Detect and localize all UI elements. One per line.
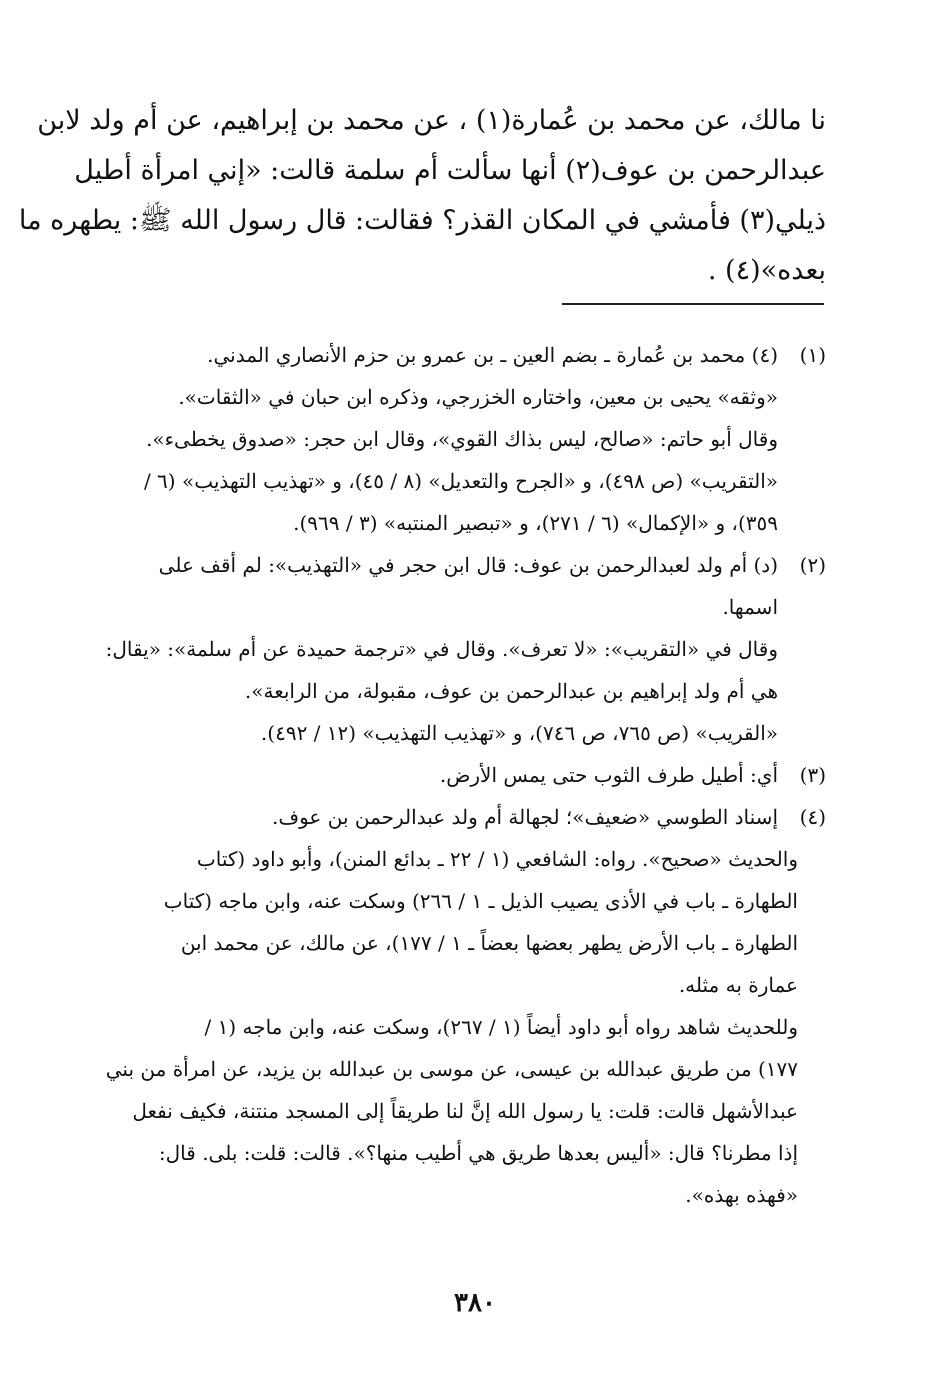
footnote-text: هي أم ولد إبراهيم بن عبدالرحمن بن عوف، مقبولة، من الرابعة». — [244, 679, 778, 703]
footnote-text: ١٧٧) من طريق عبدالله بن عيسى، عن موسى بن عبدالله بن يزيد، عن امرأة من بني — [105, 1057, 798, 1081]
footnote-number: (٤) — [799, 805, 826, 829]
footnote-text: وقال في «التقريب»: «لا تعرف». وقال في «ترجمة حميدة عن أم سلمة»: «يقال: — [105, 637, 778, 661]
footnote-text: (د) أم ولد لعبدالرحمن بن عوف: قال ابن حجر في «التهذيب»: لم أقف على — [158, 553, 778, 577]
footnote-text: «فهذه بهذه». — [685, 1183, 798, 1207]
footnote-text: الطهارة ـ باب في الأذى يصيب الذيل ـ ١ / ٢٦٦) وسكت عنه، وابن ماجه (كتاب — [163, 889, 798, 913]
footnote-text: «التقريب» (ص ٤٩٨)، و «الجرح والتعديل» (٨ / ٤٥)، و «تهذيب التهذيب» (٦ / — [143, 469, 778, 493]
footnote-text: إسناد الطوسي «ضعيف»؛ لجهالة أم ولد عبدالرحمن بن عوف. — [272, 805, 778, 829]
footnote-text: الطهارة ـ باب الأرض يطهر بعضها بعضاً ـ ١ / ١٧٧)، عن مالك، عن محمد ابن — [180, 931, 798, 955]
footnote-text: وقال أبو حاتم: «صالح، ليس بذاك القوي»، وقال ابن حجر: «صدوق يخطىء». — [146, 427, 778, 451]
footnote-text: «وثقه» يحيى بن معين، واختاره الخزرجي، وذكره ابن حبان في «الثقات». — [178, 385, 778, 409]
footnote-text: (٤) محمد بن عُمارة ـ بضم العين ـ بن عمرو بن حزم الأنصاري المدني. — [207, 343, 778, 367]
main-text — [18, 96, 826, 296]
footnote-3 — [104, 754, 826, 796]
footnote-text: إذا مطرنا؟ قال: «أليس بعدها طريق هي أطيب منها؟». قالت: قلت: بلى. قال: — [158, 1141, 798, 1165]
footnote-number: (١) — [799, 343, 826, 367]
footnote-2 — [104, 544, 826, 586]
footnote-text: عمارة به مثله. — [678, 973, 798, 997]
footnote-text: أي: أطيل طرف الثوب حتى يمس الأرض. — [439, 763, 778, 787]
footnote-number: (٣) — [799, 763, 826, 787]
footnote-1 — [104, 334, 826, 376]
footnote-text: وللحديث شاهد رواه أبو داود أيضاً (١ / ٢٦٧)، وسكت عنه، وابن ماجه (١ / — [204, 1015, 798, 1039]
footnote-text: ٣٥٩)، و «الإكمال» (٦ / ٢٧١)، و «تبصير المنتبه» (٣ / ٩٦٩). — [293, 511, 778, 535]
footnote-4 — [104, 796, 826, 838]
footnotes — [104, 334, 826, 1216]
footnote-text: اسمها. — [722, 595, 778, 619]
footnote-text: «القريب» (ص ٧٦٥، ص ٧٤٦)، و «تهذيب التهذيب» (١٢ / ٤٩٢). — [260, 721, 778, 745]
footnote-separator — [562, 303, 824, 305]
main-text-line: ذيلي(٣) فأمشي في المكان القذر؟ فقالت: قال رسول الله ﷺ: يطهره ما — [18, 205, 826, 236]
page-number: ٣٨٠ — [454, 1288, 496, 1318]
footnote-number: (٢) — [799, 553, 826, 577]
footnote-text: والحديث «صحيح». رواه: الشافعي (١ / ٢٢ ـ بدائع المنن)، وأبو داود (كتاب — [196, 847, 798, 871]
main-text-line: نا مالك، عن محمد بن عُمارة(١) ، عن محمد بن إبراهيم، عن أم ولد لابن — [37, 105, 826, 136]
main-text-line: بعده»(٤) . — [707, 255, 826, 286]
main-text-line: عبدالرحمن بن عوف(٢) أنها سألت أم سلمة قالت: «إني امرأة أطيل — [74, 155, 826, 186]
footnote-text: عبدالأشهل قالت: قلت: يا رسول الله إنَّ لنا طريقاً إلى المسجد منتنة، فكيف نفعل — [132, 1099, 798, 1123]
